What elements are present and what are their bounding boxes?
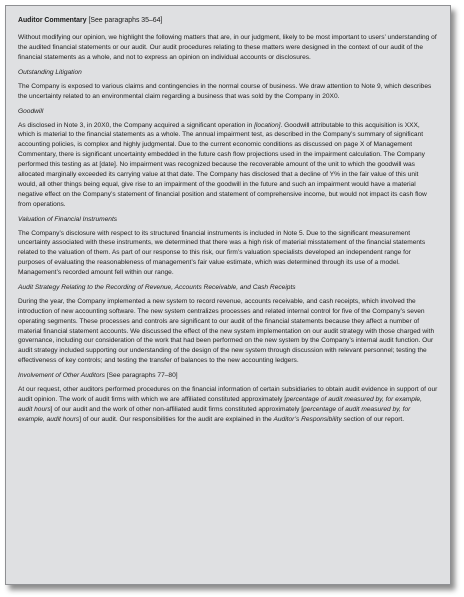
auditor-commentary-box [5,5,451,585]
other-auditors-italic-2: percentage of audit measured by, for example, audit hours [18,405,411,423]
section-title-reference: [See paragraphs 35–64] [86,17,163,24]
valuation-paragraph: The Company’s disclosure with respect to its structured financial instruments is included in Note 5. Due to the significant measurement uncertainty associated with these instruments, we determined that there was a high risk of material misstatement of the financial statements related to the valuation of them. As part of our response to this risk, our firm’s valuation specialists developed an independent range for purposes of evaluating the reasonableness of management’s fair value estimate, which was determined through its use of a model. Management’s recorded amount fell within our range. [18,229,426,277]
section-title-bold: Auditor Commentary [18,17,87,24]
other-auditors-text-4: section of our report. [341,415,405,423]
other-auditors-heading-text: Involvement of Other Auditors [18,372,105,380]
other-auditors-paragraph [18,385,438,425]
other-auditors-text-2: ] of our audit and the work of other non-affiliated audit firms constituted approximately [ [50,405,304,413]
other-auditors-text-3: ] of our audit. Our responsibilities for the audit are explained in the [79,415,274,423]
heading-audit-strategy: Audit Strategy Relating to the Recording of Revenue, Accounts Receivable, and Cash Receipts [18,283,296,291]
heading-outstanding-litigation: Outstanding Litigation [18,69,82,77]
other-auditors-italic-3: Auditor’s Responsibility [273,415,342,423]
outstanding-litigation-paragraph: The Company is exposed to various claims and contingencies in the normal course of business. We draw attention to Note 9, which describes the uncertainty related to an environmental claim regarding a business that was sold by the Company in 20X0. [18,82,432,100]
section-title [18,16,438,26]
goodwill-paragraph [18,121,438,210]
heading-goodwill: Goodwill [18,107,44,115]
other-auditors-text-1: At our request, other auditors performed procedures on the financial information of certain subsidiaries to obtain audit evidence in support of our audit opinion. The work of audit firms with which we are affiliated constituted approximately [ [18,385,438,403]
other-auditors-italic-1: percentage of audit measured by, for example, audit hours [18,395,422,413]
intro-paragraph: Without modifying our opinion, we highlight the following matters that are, in our judgment, likely to be most important to users’ understanding of the audited financial statements or our audit. Our audit procedures relating to these matters were designed in the context of our audit of the financial statements as a whole, and not to express an opinion on individual accounts or disclosures. [18,34,437,62]
audit-strategy-paragraph: During the year, the Company implemented a new system to record revenue, accounts receivable, and cash receipts, which involved the introduction of new accounting software. The new system centralizes processes and related internal control for five of the Company’s seven operating segments. These processes and controls are significant to our audit of the financial statements because they affect a number of material financial statement accounts. We discussed the effect of the new system implementation on our audit strategy with those charged with governance, including our consideration of the work that had been performed on the new system by the Company’s internal audit function. Our audit strategy included supporting our understanding of the design of the new system through discussion with relevant personnel; testing the effectiveness of key controls; and testing the transfer of balances to the new accounting ledgers. [18,297,435,365]
other-auditors-heading-reference: [See paragraphs 77–80] [104,372,178,380]
heading-other-auditors [18,371,438,381]
heading-valuation: Valuation of Financial Instruments [18,215,118,223]
goodwill-location: [location] [254,121,281,129]
goodwill-text-1: As disclosed in Note 3, in 20X0, the Company acquired a significant operation in [18,121,255,129]
goodwill-text-2: . Goodwill attributable to this acquisition is XXX, which is material to the financial statements as a whole. The annual impairment test, as described in the Company’s summary of significant accounting policies, is complex and highly judgmental. Due to the current economic conditions as discussed on page X of Management Commentary, there is significant uncertainty embedded in the future cash flow projections used in the impairment calculation. The Company performed this testing as at [date]. No impairment was recognized because the recoverable amount of the unit to which the goodwill was allocated marginally exceeded its carrying value at that date. The Company has disclosed that a decline of Y% in the fair value of this unit would, all other things being equal, give rise to an impairment of the goodwill in the future and such an impairment would have a material negative effect on the Company’s statement of financial position and statement of comprehensive income, but would not impact its cash flow from operations. [18,121,427,208]
